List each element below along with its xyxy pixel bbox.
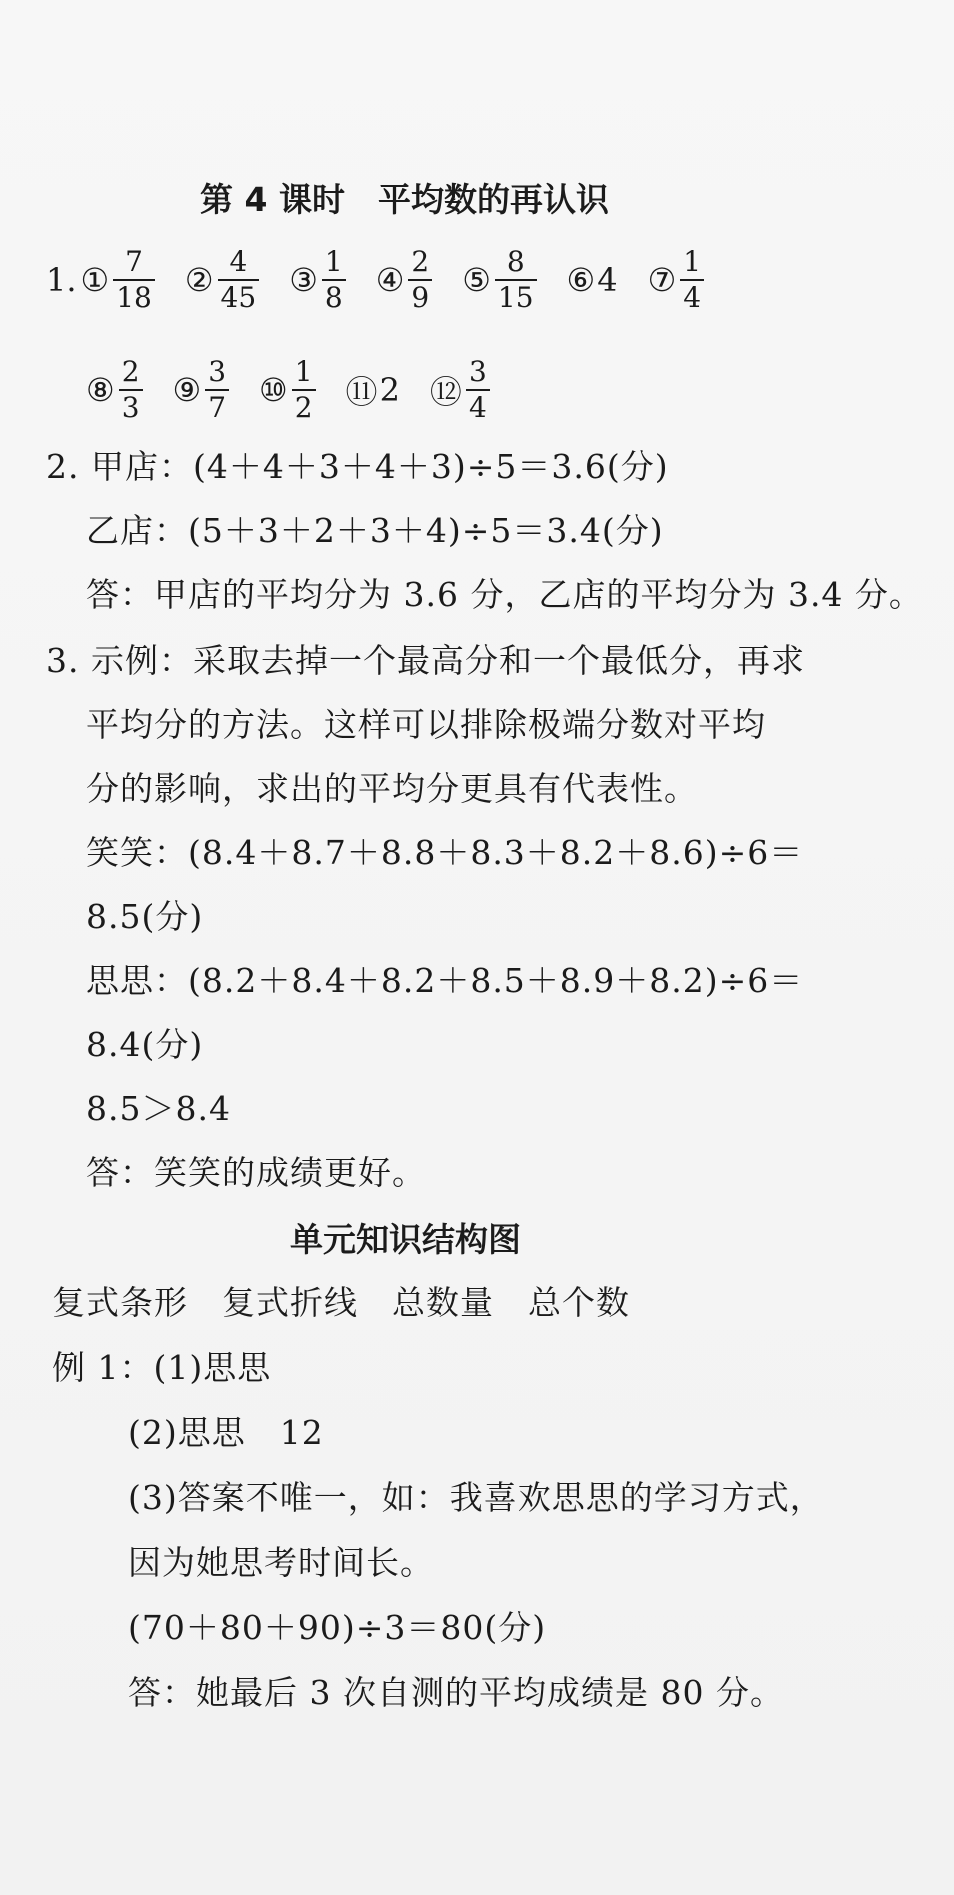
item-number: ⑫ [429, 373, 462, 411]
q3-line-1: 3. 示例：采取去掉一个最高分和一个最低分，再求 [46, 641, 805, 680]
denominator: 45 [218, 279, 260, 312]
q1-item [172, 355, 230, 424]
item-number: ⑤ [462, 261, 491, 299]
q1-item [462, 245, 536, 314]
fraction [680, 245, 704, 314]
denominator: 7 [205, 389, 229, 422]
item-number: ③ [289, 261, 318, 299]
q1-item [375, 245, 433, 314]
fraction [408, 245, 432, 314]
q3-line-6: 思思：(8.2＋8.4＋8.2＋8.5＋8.9＋8.2)÷6＝ [86, 961, 804, 1000]
section2-line-4: (3)答案不唯一，如：我喜欢思思的学习方式， [128, 1478, 824, 1517]
fraction [218, 245, 260, 314]
numerator: 2 [411, 245, 430, 278]
denominator: 8 [322, 279, 346, 312]
fraction [205, 355, 229, 424]
q3-line-8: 8.5＞8.4 [86, 1089, 231, 1128]
numerator: 1 [324, 245, 343, 278]
q2-answer: 答：甲店的平均分为 3.6 分，乙店的平均分为 3.4 分。 [86, 575, 923, 614]
denominator: 4 [466, 389, 490, 422]
numerator: 2 [121, 355, 140, 388]
section2-line-6: (70＋80＋90)÷3＝80(分) [128, 1608, 547, 1647]
numerator: 1 [294, 355, 313, 388]
q1-item [259, 355, 316, 424]
fraction [292, 355, 316, 424]
q1-item [289, 245, 346, 314]
section2-line-1: 复式条形 复式折线 总数量 总个数 [52, 1283, 630, 1322]
item-value: 2 [379, 371, 400, 409]
section-title: 单元知识结构图 [290, 1220, 521, 1259]
item-number: ④ [375, 261, 405, 299]
section2-answer: 答：她最后 3 次自测的平均成绩是 80 分。 [128, 1673, 784, 1712]
item-number: ⑩ [259, 371, 288, 409]
numerator: 3 [468, 355, 487, 388]
item-number: ⑧ [86, 371, 115, 409]
item-number: ② [184, 261, 214, 299]
fraction [113, 245, 155, 314]
q1-item [346, 367, 400, 413]
q3-line-3: 分的影响，求出的平均分更具有代表性。 [86, 769, 698, 808]
denominator: 9 [408, 279, 432, 312]
fraction [466, 355, 490, 424]
item-value: 4 [597, 261, 618, 299]
section2-line-2: 例 1：(1)思思 [52, 1348, 272, 1387]
q3-answer: 答：笑笑的成绩更好。 [86, 1153, 426, 1192]
q3-line-2: 平均分的方法。这样可以排除极端分数对平均 [86, 705, 766, 744]
q3-line-7: 8.4(分) [86, 1025, 204, 1064]
numerator: 3 [208, 355, 227, 388]
item-number: ⑦ [647, 261, 677, 299]
q1-prefix: 1. [46, 261, 77, 299]
lesson-title: 第 4 课时 平均数的再认识 [200, 180, 609, 219]
q1-item [567, 261, 618, 299]
fraction [495, 245, 537, 314]
q1-item [86, 355, 143, 424]
denominator: 15 [495, 279, 537, 312]
denominator: 4 [680, 279, 704, 312]
q1-row-1 [46, 245, 734, 314]
q2-line-2: 乙店：(5＋3＋2＋3＋4)÷5＝3.4(分) [86, 511, 664, 550]
q1-row-2 [86, 355, 520, 424]
item-number: ⑨ [172, 371, 202, 409]
q1-item [429, 355, 490, 424]
q1-item [80, 245, 155, 314]
section2-line-3: (2)思思 12 [128, 1413, 324, 1452]
numerator: 1 [683, 245, 702, 278]
q1-item [184, 245, 259, 314]
fraction [322, 245, 346, 314]
denominator: 18 [113, 279, 155, 312]
q2-line-1: 2. 甲店：(4＋4＋3＋4＋3)÷5＝3.6(分) [46, 447, 669, 486]
q1-item [647, 245, 705, 314]
denominator: 2 [292, 389, 316, 422]
item-number: ① [80, 261, 110, 299]
fraction [119, 355, 143, 424]
item-number: ⑪ [345, 373, 378, 411]
numerator: 7 [125, 245, 143, 278]
item-number: ⑥ [566, 261, 596, 299]
numerator: 8 [506, 245, 525, 278]
numerator: 4 [229, 245, 248, 278]
q3-line-5: 8.5(分) [86, 897, 204, 936]
denominator: 3 [119, 389, 143, 422]
q3-line-4: 笑笑：(8.4＋8.7＋8.8＋8.3＋8.2＋8.6)÷6＝ [86, 833, 804, 872]
section2-line-5: 因为她思考时间长。 [128, 1543, 434, 1582]
